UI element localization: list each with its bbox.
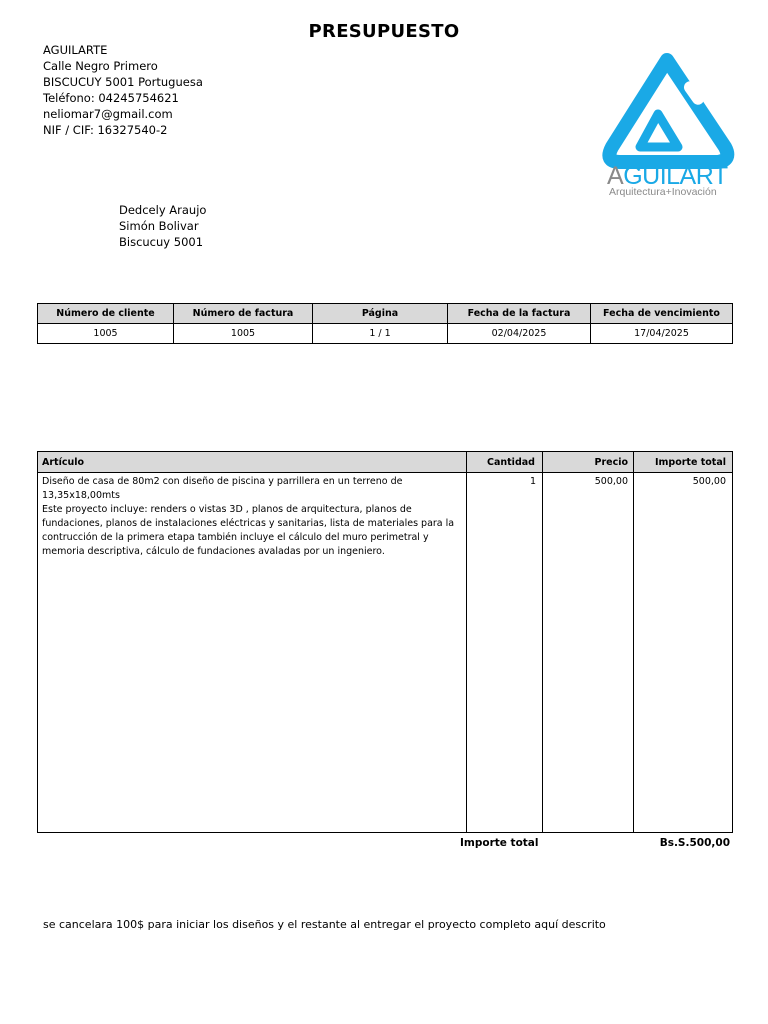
item-description-line: memoria descriptiva, cálculo de fundaciones avaladas por un ingeniero. [42, 546, 385, 557]
header-article: Artículo [42, 457, 85, 468]
recipient-city: Biscucuy 5001 [119, 235, 204, 249]
header-due-date: Fecha de vencimiento [591, 304, 733, 324]
grand-total-label: Importe total [460, 837, 539, 849]
column-divider [466, 452, 467, 832]
invoice-date: 02/04/2025 [448, 324, 591, 344]
item-price: 500,00 [594, 476, 628, 487]
item-description-line: Este proyecto incluye: renders o vistas 3D , planos de arquitectura, planos de [42, 504, 412, 515]
header-total: Importe total [654, 457, 726, 468]
column-divider [633, 452, 634, 832]
header-page: Página [313, 304, 448, 324]
invoice-info-table [37, 303, 733, 344]
column-divider [542, 452, 543, 832]
sender-street: Calle Negro Primero [43, 59, 158, 73]
grand-total-value: Bs.S.500,00 [659, 837, 730, 849]
item-quantity: 1 [529, 476, 536, 487]
client-number: 1005 [38, 324, 174, 344]
document-title: PRESUPUESTO [308, 21, 460, 42]
sender-name: AGUILARTE [43, 43, 108, 57]
item-description-line: contrucción de la primera etapa también incluye el cálculo del muro perimetral y [42, 532, 429, 543]
info-header-row [38, 304, 733, 324]
recipient-block [119, 202, 206, 250]
logo-wordmark-rest: GUILART [623, 162, 728, 190]
due-date: 17/04/2025 [591, 324, 733, 344]
sender-tax-id: NIF / CIF: 16327540-2 [43, 123, 168, 137]
header-quantity: Cantidad [487, 457, 535, 468]
info-value-row [38, 324, 733, 344]
invoice-number: 1005 [174, 324, 313, 344]
item-description [42, 475, 464, 559]
item-description-line: Diseño de casa de 80m2 con diseño de piscina y parrillera en un terreno de [42, 476, 403, 487]
item-description-line: 13,35x18,00mts [42, 490, 120, 501]
sender-block [43, 42, 203, 138]
sender-city: BISCUCUY 5001 Portuguesa [43, 75, 203, 89]
item-description-line: fundaciones, planos de instalaciones eléctricas y sanitarias, lista de materiales para la [42, 518, 455, 529]
recipient-street: Simón Bolivar [119, 219, 199, 233]
sender-email: neliomar7@gmail.com [43, 107, 173, 121]
item-total: 500,00 [692, 476, 726, 487]
header-client-number: Número de cliente [38, 304, 174, 324]
logo-wordmark-prefix: A [607, 162, 624, 190]
logo-subtitle: Arquitectura+Inovación [609, 186, 717, 198]
recipient-name: Dedcely Araujo [119, 203, 207, 217]
payment-note: se cancelara 100$ para iniciar los diseños y el restante al entregar el proyecto completo aquí descrito [43, 918, 606, 931]
header-invoice-number: Número de factura [174, 304, 313, 324]
sender-phone: Teléfono: 04245754621 [43, 91, 179, 105]
header-invoice-date: Fecha de la factura [448, 304, 591, 324]
items-table [37, 451, 733, 833]
page-number: 1 / 1 [313, 324, 448, 344]
header-price: Precio [594, 457, 628, 468]
